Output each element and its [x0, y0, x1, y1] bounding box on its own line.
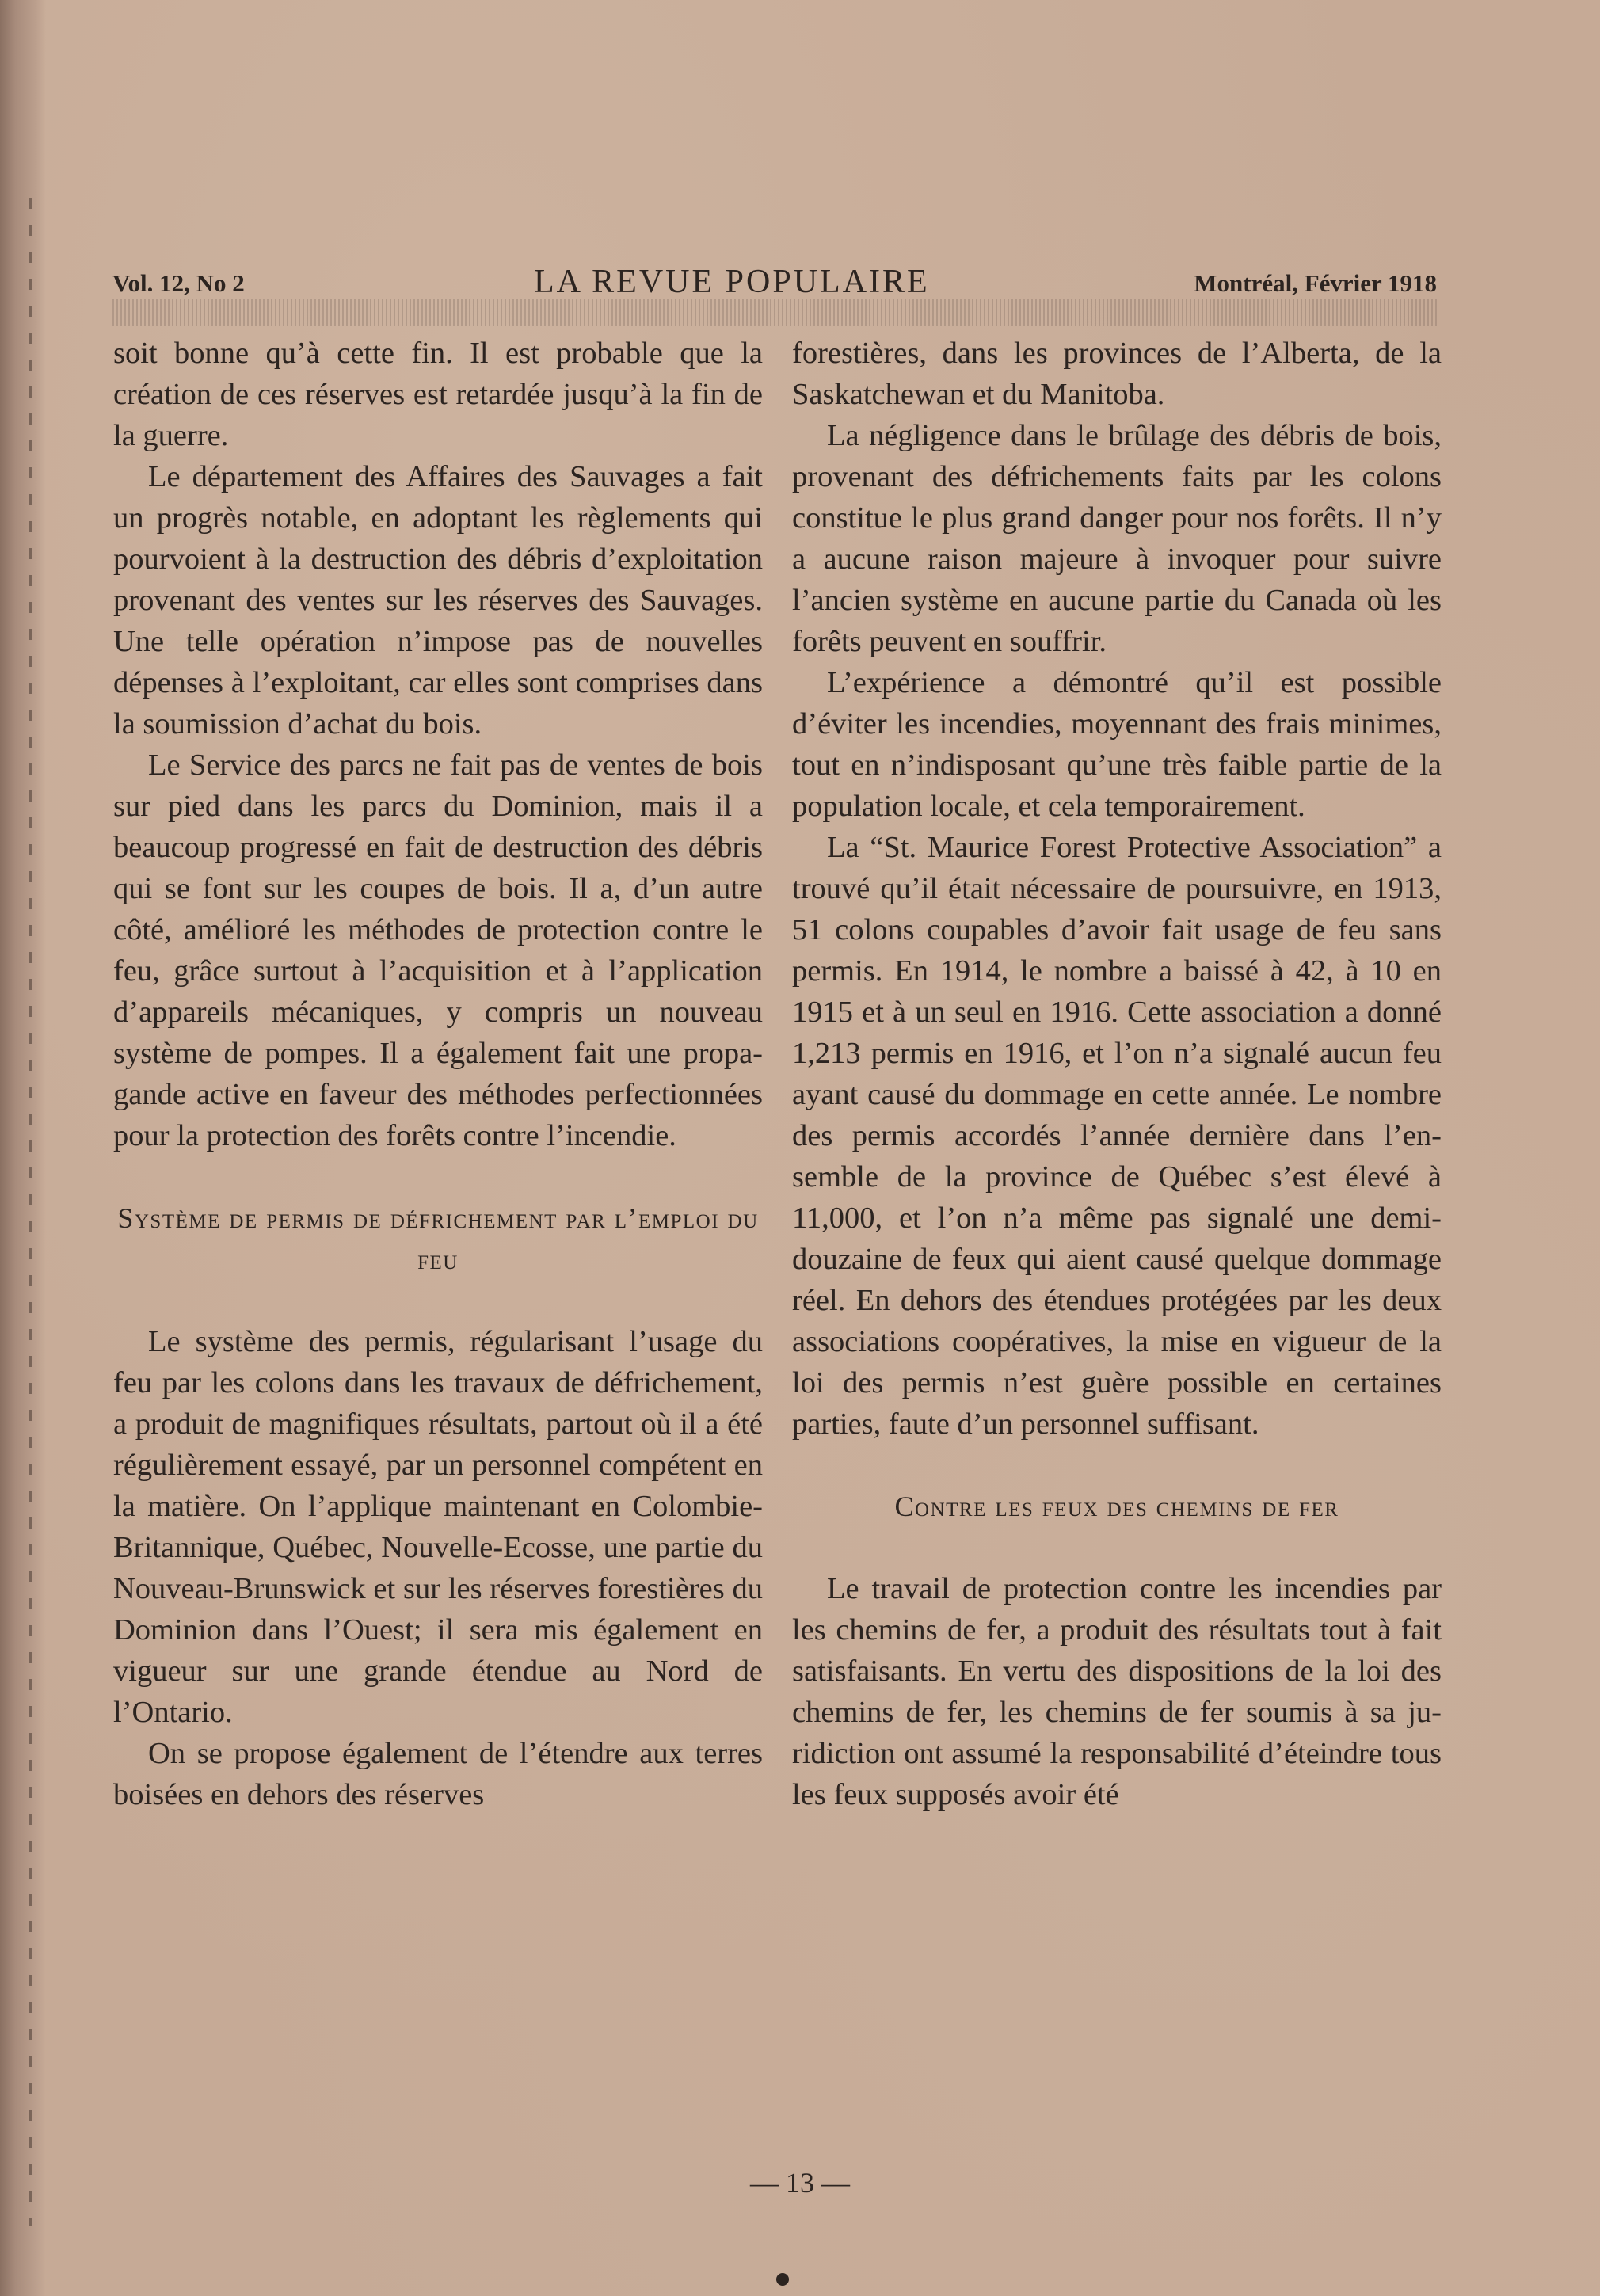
paragraph: Le Service des parcs ne fait pas de ventes de bois sur pied dans les parcs du Dominion, mais il a beaucoup progressé en fait de destruction des débris qui se font sur les coupes de bois. Il a, d’un autre côté, amélioré les méthodes de protection contre le feu, grâce surtout à l’acquisition et à l’application d’appareils mécaniques, y compris un nouveau système de pompes. Il a également fait une propagande active en faveur des méthodes perfectionnées pour la protection des forêts contre l’incendie. [113, 748, 763, 1152]
paragraph: Le système des permis, régularisant l’usage du feu par les colons dans les travaux de défrichement, a produit de magnifiques résultats, partout où il a été régulièrement essayé, par un personnel compétent en la matière. On l’applique maintenant en Colombie-Britannique, Québec, Nouvelle-Ecosse, une partie du Nouveau-Brunswick et sur les réserves forestières du Dominion dans l’Ouest; il sera mis également en vigueur sur une grande étendue au Nord de l’Ontario. [113, 1325, 763, 1729]
page-binding-edge [0, 0, 46, 2296]
section-heading: Système de permis de défrichement par l’emploi du feu [117, 1202, 759, 1275]
header-title: LA REVUE POPULAIRE [534, 264, 930, 300]
paragraph: L’expérience a démontré qu’il est possible d’éviter les incendies, moyennant des frais minimes, tout en n’indisposant qu’une très faible partie de la population locale, et cela temporairement. [792, 666, 1442, 823]
binding-stitch [29, 198, 32, 2226]
header-rule [112, 299, 1437, 326]
paragraph: soit bonne qu’à cette fin. Il est probable que la création de ces réserves est retardée jusqu’à la fin de la guerre. [113, 337, 763, 452]
section-heading: Contre les feux des chemins de fer [894, 1491, 1339, 1522]
paragraph: La négligence dans le brûlage des débris de bois, provenant des défrichements faits par les colons constitue le plus grand danger pour nos forêts. Il n’y a aucune raison majeure à invoquer pour suivre l’ancien système en aucune partie du Canada où les forêts peuvent en souffrir. [792, 419, 1442, 658]
ink-dot [776, 2273, 789, 2286]
header-volume: Vol. 12, No 2 [112, 269, 245, 297]
paragraph: forestières, dans les provinces de l’Alberta, de la Saskatchewan et du Manitoba. [792, 337, 1442, 411]
left-column [113, 333, 763, 1815]
right-column [792, 333, 1442, 1815]
page-number: — 13 — [750, 2167, 850, 2199]
header-date: Montréal, Février 1918 [1194, 269, 1437, 297]
paragraph: Le travail de protection contre les incendies par les chemins de fer, a produit des résultats tout à fait satisfaisants. En vertu des dispositions de la loi des chemins de fer, les chemins de fer soumis à sa juridiction ont assumé la responsabilité d’éteindre tous les feux supposés avoir été [792, 1572, 1442, 1811]
paragraph: La “St. Maurice Forest Protective Association” a trouvé qu’il était nécessaire de poursuivre, en 1913, 51 colons coupables d’avoir fait usage de feu sans permis. En 1914, le nombre a baissé à 42, à 10 en 1915 et à un seul en 1916. Cette association a donné 1,213 permis en 1916, et l’on n’a signalé aucun feu ayant causé du dommage en cette année. Le nombre des permis accordés l’année dernière dans l’ensemble de la province de Québec s’est élevé à 11,000, et l’on n’a même pas signalé une demi-douzaine de feux qui aient causé quelque dommage réel. En dehors des étendues protégées par les deux associations coopératives, la mise en vigueur de la loi des permis n’est guère possible en certaines parties, faute d’un personnel suffisant. [792, 831, 1442, 1441]
running-header [112, 261, 1437, 301]
paragraph: On se propose également de l’étendre aux terres boisées en dehors des réserves [113, 1737, 763, 1811]
paragraph: Le département des Affaires des Sauvages a fait un progrès notable, en adoptant les règlements qui pourvoient à la destruction des débris d’exploitation provenant des ventes sur les réserves des Sauvages. Une telle opération n’impose pas de nouvelles dépenses à l’exploitant, car elles sont comprises dans la soumission d’achat du bois. [113, 460, 763, 741]
